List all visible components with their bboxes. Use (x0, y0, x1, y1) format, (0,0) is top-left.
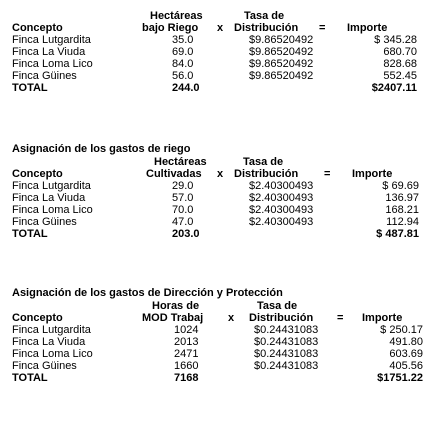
table-row (12, 204, 427, 216)
row-base: 70.0 (172, 204, 194, 216)
row-amount: $ 69.69 (382, 180, 419, 192)
row-base: 2013 (174, 336, 199, 348)
header-base-line1: Hectáreas (150, 10, 203, 22)
row-rate: $9.86520492 (249, 46, 314, 58)
row-concept: Finca La Viuda (12, 192, 86, 204)
row-base: 84.0 (172, 58, 194, 70)
row-amount: 552.45 (383, 70, 417, 82)
header-operator-equals: = (319, 22, 326, 34)
row-amount: $ 250.17 (380, 324, 423, 336)
table-header-line1 (12, 10, 427, 22)
row-amount: 136.97 (385, 192, 419, 204)
table-row (12, 192, 427, 204)
total-amount: $2407.11 (371, 82, 417, 94)
row-rate: $0.24431083 (254, 360, 319, 372)
total-amount: $1751.22 (377, 372, 423, 384)
header-base-line2: bajo Riego (142, 22, 199, 34)
row-rate: $2.40300493 (249, 204, 314, 216)
row-rate: $0.24431083 (254, 324, 319, 336)
row-amount: 603.69 (389, 348, 423, 360)
row-concept: Finca La Viuda (12, 46, 86, 58)
row-rate: $9.86520492 (249, 58, 314, 70)
row-concept: Finca Loma Lico (12, 348, 93, 360)
total-base: 203.0 (172, 228, 200, 240)
table-header-line1 (12, 300, 427, 312)
header-operator-x: x (228, 312, 235, 324)
row-base: 57.0 (172, 192, 194, 204)
row-base: 2471 (174, 348, 199, 360)
row-rate: $0.24431083 (254, 336, 319, 348)
header-rate-line2: Distribución (234, 22, 299, 34)
table-row (12, 324, 427, 336)
row-amount: 405.56 (389, 360, 423, 372)
row-base: 47.0 (172, 216, 194, 228)
row-concept: Finca Loma Lico (12, 58, 93, 70)
row-concept: Finca Lutgardita (12, 324, 91, 336)
header-amount: Importe (347, 22, 388, 34)
table-row (12, 34, 427, 46)
header-operator-equals: = (324, 168, 331, 180)
row-base: 1660 (174, 360, 199, 372)
total-label: TOTAL (12, 372, 48, 384)
table-row (12, 46, 427, 58)
header-amount: Importe (352, 168, 393, 180)
total-label: TOTAL (12, 228, 48, 240)
header-rate-line2: Distribución (234, 168, 299, 180)
row-amount: 491.80 (389, 336, 423, 348)
table-row (12, 58, 427, 70)
total-amount: $ 487.81 (376, 228, 419, 240)
table-gastos-de-riego (12, 143, 427, 240)
table-row (12, 70, 427, 82)
row-base: 29.0 (172, 180, 194, 192)
row-rate: $9.86520492 (249, 34, 314, 46)
row-rate: $0.24431083 (254, 348, 319, 360)
row-amount: 828.68 (383, 58, 417, 70)
row-base: 56.0 (172, 70, 194, 82)
header-base-line2: Cultivadas (146, 168, 202, 180)
section-title: Asignación de los gastos de Dirección y Protección (12, 287, 283, 299)
row-concept: Finca Lutgardita (12, 34, 91, 46)
header-base-line2: MOD Trabaj (142, 312, 204, 324)
header-operator-x: x (217, 168, 224, 180)
table-row (12, 348, 427, 360)
table-total-row (12, 372, 427, 384)
header-base-line1: Horas de (152, 300, 200, 312)
row-concept: Finca Loma Lico (12, 204, 93, 216)
row-concept: Finca Lutgardita (12, 180, 91, 192)
row-concept: Finca Güines (12, 216, 77, 228)
header-concept: Concepto (12, 22, 63, 34)
row-amount: $ 345.28 (374, 34, 417, 46)
header-rate-line1: Tasa de (243, 156, 284, 168)
table-hectareas-bajo-riego (12, 10, 427, 94)
row-rate: $2.40300493 (249, 180, 314, 192)
row-rate: $2.40300493 (249, 216, 314, 228)
header-rate-line1: Tasa de (244, 10, 285, 22)
row-rate: $2.40300493 (249, 192, 314, 204)
row-base: 69.0 (172, 46, 194, 58)
row-concept: Finca La Viuda (12, 336, 86, 348)
table-row (12, 180, 427, 192)
header-base-line1: Hectáreas (154, 156, 207, 168)
table-header-line2 (12, 168, 427, 180)
table-row (12, 360, 427, 372)
header-rate-line1: Tasa de (257, 300, 298, 312)
table-header-line2 (12, 312, 427, 324)
row-base: 1024 (174, 324, 199, 336)
header-operator-x: x (217, 22, 224, 34)
total-base: 7168 (174, 372, 199, 384)
header-concept: Concepto (12, 168, 63, 180)
table-gastos-direccion-proteccion (12, 287, 427, 384)
header-concept: Concepto (12, 312, 63, 324)
row-amount: 168.21 (385, 204, 419, 216)
row-concept: Finca Güines (12, 70, 77, 82)
row-base: 35.0 (172, 34, 194, 46)
header-operator-equals: = (337, 312, 344, 324)
table-header-line2 (12, 22, 427, 34)
table-row (12, 216, 427, 228)
table-total-row (12, 82, 427, 94)
row-concept: Finca Güines (12, 360, 77, 372)
row-rate: $9.86520492 (249, 70, 314, 82)
table-header-line1 (12, 156, 427, 168)
table-row (12, 336, 427, 348)
total-base: 244.0 (172, 82, 200, 94)
section-title: Asignación de los gastos de riego (12, 143, 191, 155)
total-label: TOTAL (12, 82, 48, 94)
header-amount: Importe (362, 312, 403, 324)
table-total-row (12, 228, 427, 240)
header-rate-line2: Distribución (249, 312, 314, 324)
row-amount: 680.70 (383, 46, 417, 58)
row-amount: 112.94 (386, 216, 419, 228)
